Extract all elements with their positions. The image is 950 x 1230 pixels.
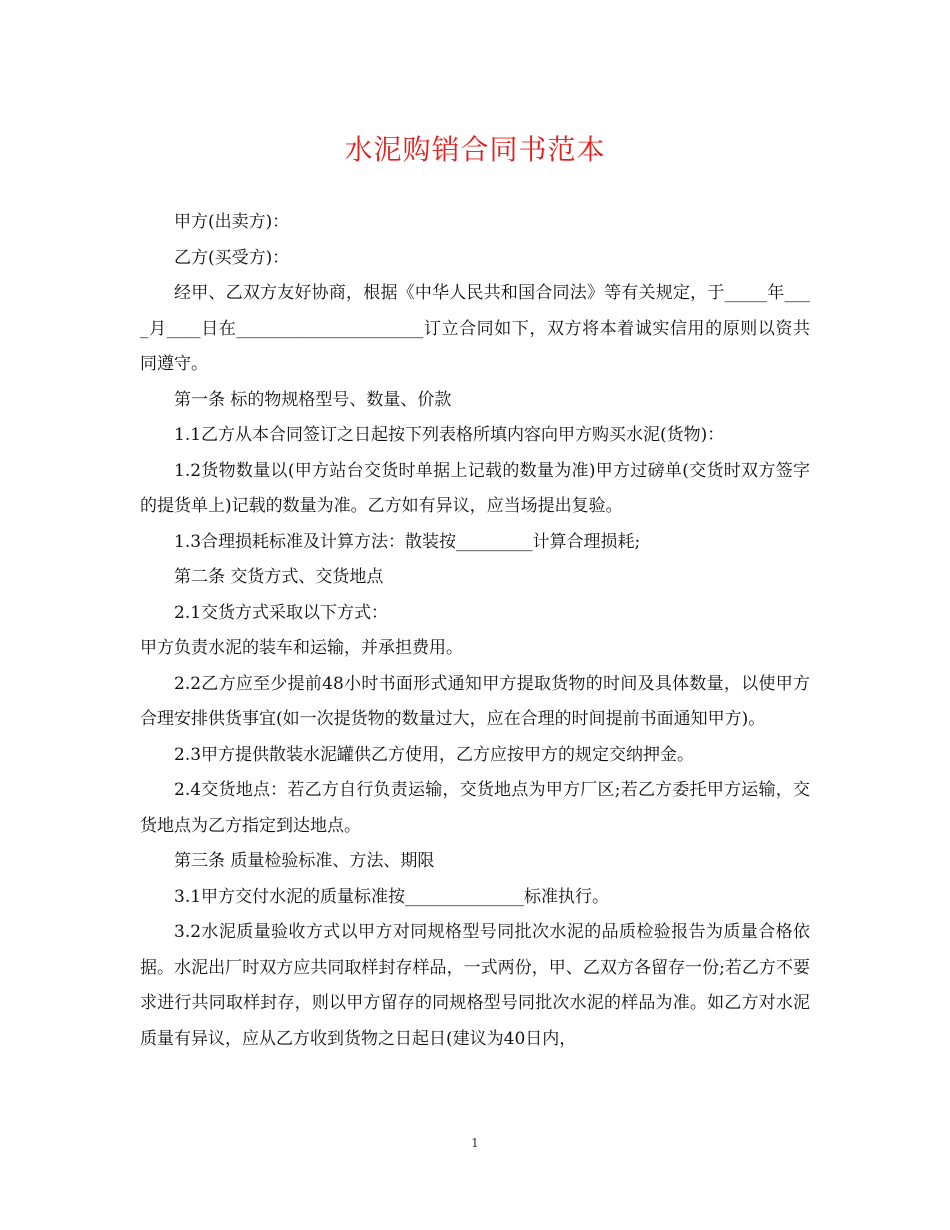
paragraph: 第三条 质量检验标准、方法、期限	[174, 851, 435, 871]
paragraph: 2.2乙方应至少提前48小时书面形式通知甲方提取货物的时间及具体数量，以使甲方合理安排供货事宜(如一次提货物的数量过大，应在合理的时间提前书面通知甲方)。	[140, 673, 810, 729]
paragraph: 第二条 交货方式、交货地点	[174, 567, 384, 587]
paragraph: 2.3甲方提供散装水泥罐供乙方使用，乙方应按甲方的规定交纳押金。	[174, 744, 695, 765]
document-title: 水泥购销合同书范本	[344, 133, 606, 166]
paragraph: 3.2水泥质量验收方式以甲方对同规格型号同批次水泥的品质检验报告为质量合格依据。水泥出厂时双方应共同取样封存样品，一式两份，甲、乙双方各留存一份;若乙方不要求进行共同取样封存，则以甲方留存的同规格型号同批次水泥的样品为准。如乙方对水泥质量有异议，应从乙方收到货物之日起日(建议为40日内，	[140, 922, 810, 1049]
document-body	[140, 205, 810, 1057]
paragraph: 1.2货物数量以(甲方站台交货时单据上记载的数量为准)甲方过磅单(交货时双方签字的提货单上)记载的数量为准。乙方如有异议，应当场提出复验。	[140, 460, 810, 516]
page-number: 1	[471, 1136, 479, 1150]
paragraph: 3.1甲方交付水泥的质量标准按______________标准执行。	[174, 886, 610, 907]
paragraph: 1.3合理损耗标准及计算方法：散装按_________计算合理损耗;	[174, 531, 641, 552]
paragraph: 甲方(出卖方)：	[174, 212, 290, 232]
paragraph: 2.4交货地点：若乙方自行负责运输，交货地点为甲方厂区;若乙方委托甲方运输，交货地点为乙方指定到达地点。	[140, 780, 810, 836]
paragraph: 甲方负责水泥的装车和运输，并承担费用。	[140, 638, 463, 658]
paragraph: 第一条 标的物规格型号、数量、价款	[174, 389, 452, 410]
paragraph: 1.1乙方从本合同签订之日起按下列表格所填内容向甲方购买水泥(货物)：	[174, 425, 725, 445]
paragraph: 经甲、乙双方友好协商，根据《中华人民共和国合同法》等有关规定，于_____年____月____日在______________________订立合同如下，双方将本着诚实信用的原则以资共同遵守。	[140, 283, 810, 374]
paragraph: 2.1交货方式采取以下方式：	[174, 602, 389, 623]
paragraph: 乙方(买受方)：	[174, 247, 290, 268]
